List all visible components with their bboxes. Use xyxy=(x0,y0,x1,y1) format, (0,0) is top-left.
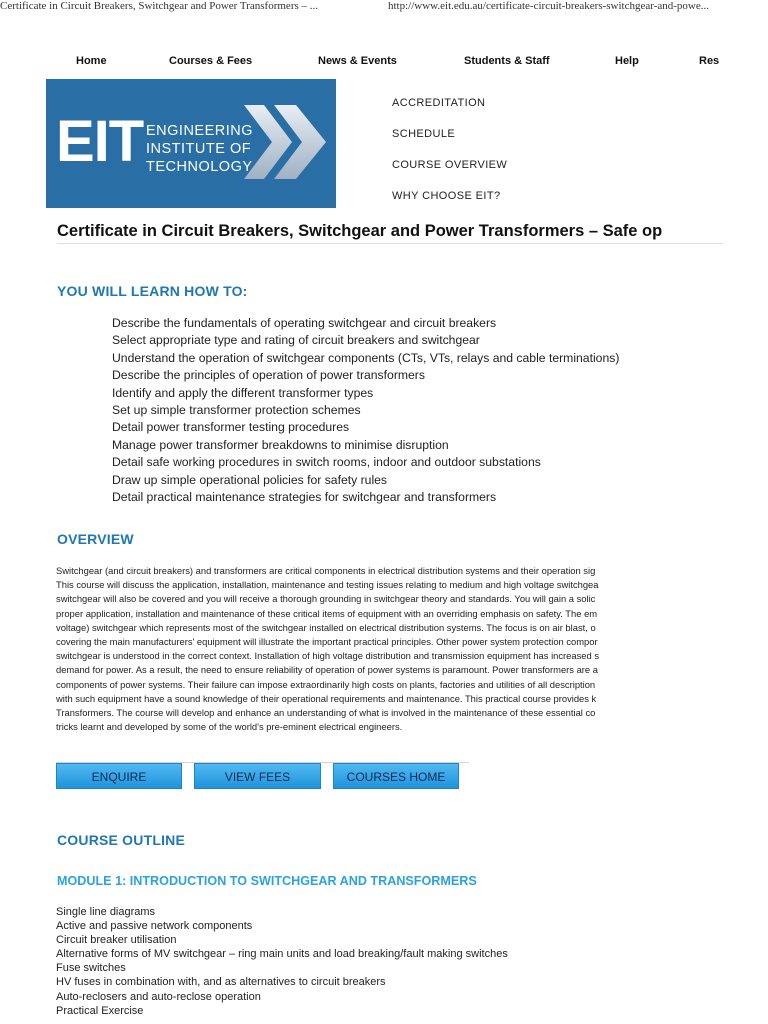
title-divider xyxy=(57,243,723,244)
learn-heading: YOU WILL LEARN HOW TO: xyxy=(57,283,248,299)
course-side-links xyxy=(392,96,507,220)
overview-line: components of power systems. Their failure can impose extraordinarily high costs on plants, factories and utilities of all description xyxy=(56,678,596,690)
print-page-title: Certificate in Circuit Breakers, Switchgear and Power Transformers – ... xyxy=(0,0,319,12)
overview-line: covering the main manufacturers' equipment will illustrate the important practical principles. Other power system protection compor xyxy=(56,636,598,648)
link-accreditation[interactable]: ACCREDITATION xyxy=(392,97,486,109)
overview-line: Switchgear (and circuit breakers) and transformers are critical components in electrical distribution systems and their operation sig xyxy=(56,565,596,576)
learn-item: Detail safe working procedures in switch rooms, indoor and outdoor substations xyxy=(112,455,541,470)
overview-paragraph xyxy=(56,564,723,734)
nav-home[interactable]: Home xyxy=(76,55,107,67)
main-nav xyxy=(0,55,723,69)
nav-help[interactable]: Help xyxy=(615,55,639,67)
topic-item: Alternative forms of MV switchgear – ring main units and load breaking/fault making switches xyxy=(56,948,508,961)
enquire-button[interactable]: ENQUIRE xyxy=(56,763,182,789)
overview-line: demand for power. As a result, the need to ensure reliability of operation of power systems is paramount. Power transformers are a xyxy=(56,664,598,676)
overview-heading: OVERVIEW xyxy=(57,531,134,547)
overview-line: tricks learnt and developed by some of the world's pre-eminent electrical engineers. xyxy=(56,721,403,733)
learn-item: Draw up simple operational policies for safety rules xyxy=(112,472,388,487)
topic-item: Active and passive network components xyxy=(56,920,253,933)
learn-item: Describe the principles of operation of power transformers xyxy=(112,368,425,383)
overview-line: Transformers. The course will develop and enhance an understanding of what is involved in the maintenance of these essential co xyxy=(56,707,596,719)
nav-news-events[interactable]: News & Events xyxy=(318,55,397,67)
learn-item: Identify and apply the different transformer types xyxy=(112,385,374,400)
overview-line: This course will discuss the application, installation, maintenance and testing issues relating to medium and high voltage switchgea xyxy=(56,579,599,591)
page-title: Certificate in Circuit Breakers, Switchgear and Power Transformers – Safe op xyxy=(57,222,663,240)
learn-item: Detail practical maintenance strategies for switchgear and transformers xyxy=(112,490,497,505)
link-course-overview[interactable]: COURSE OVERVIEW xyxy=(392,159,508,171)
logo-chevrons-icon xyxy=(244,103,330,181)
learn-item: Select appropriate type and rating of circuit breakers and switchgear xyxy=(112,333,480,348)
overview-line: switchgear will also be covered and you will receive a thorough grounding in switchgear theory and standards. You will gain a solic xyxy=(56,593,596,605)
learn-item: Set up simple transformer protection schemes xyxy=(112,403,361,418)
learn-list xyxy=(112,315,619,506)
course-outline-heading: COURSE OUTLINE xyxy=(57,832,186,848)
link-why-choose-eit[interactable]: WHY CHOOSE EIT? xyxy=(392,190,501,202)
topic-item: Practical Exercise xyxy=(56,1004,144,1017)
learn-item: Detail power transformer testing procedures xyxy=(112,420,350,435)
nav-resources[interactable]: Res xyxy=(699,55,720,67)
module-1-title: MODULE 1: INTRODUCTION TO SWITCHGEAR AND TRANSFORMERS xyxy=(57,874,477,888)
logo-line-2: INSTITUTE OF xyxy=(146,141,252,157)
logo-line-3: TECHNOLOGY xyxy=(146,159,253,175)
learn-item: Manage power transformer breakdowns to minimise disruption xyxy=(112,437,449,452)
topic-item: Single line diagrams xyxy=(56,906,156,918)
learn-item: Describe the fundamentals of operating switchgear and circuit breakers xyxy=(112,316,497,330)
overview-line: proper application, installation and maintenance of these critical items of equipment with an overriding emphasis on safety. The em xyxy=(56,607,598,619)
logo-line-1: ENGINEERING xyxy=(146,123,254,139)
nav-students-staff[interactable]: Students & Staff xyxy=(464,55,550,67)
topic-item: Auto-reclosers and auto-reclose operation xyxy=(56,990,261,1003)
nav-courses-fees[interactable]: Courses & Fees xyxy=(169,55,253,67)
topic-item: Circuit breaker utilisation xyxy=(56,934,177,947)
overview-line: with such equipment have a sound knowledge of their operational requirements and maintenance. This practical course provides k xyxy=(56,692,597,704)
logo-abbr: EIT xyxy=(56,109,144,174)
print-page-url: http://www.eit.edu.au/certificate-circuit-breakers-switchgear-and-powe... xyxy=(388,0,709,12)
topic-item: Fuse switches xyxy=(56,962,126,975)
learn-item: Understand the operation of switchgear components (CTs, VTs, relays and cable terminations) xyxy=(112,350,620,365)
module-1-topics xyxy=(56,905,508,1018)
courses-home-button[interactable]: COURSES HOME xyxy=(333,763,459,789)
link-schedule[interactable]: SCHEDULE xyxy=(392,128,456,140)
overview-line: voltage) switchgear which represents most of the switchgear installed on electrical distribution systems. The focus is on air blast, o xyxy=(56,621,596,633)
view-fees-button[interactable]: VIEW FEES xyxy=(194,763,321,789)
topic-item: HV fuses in combination with, and as alternatives to circuit breakers xyxy=(56,976,386,989)
overview-line: switchgear is understood in the correct context. Installation of high voltage distribution and transmission equipment has increased s xyxy=(56,650,600,662)
eit-logo[interactable] xyxy=(46,79,336,208)
